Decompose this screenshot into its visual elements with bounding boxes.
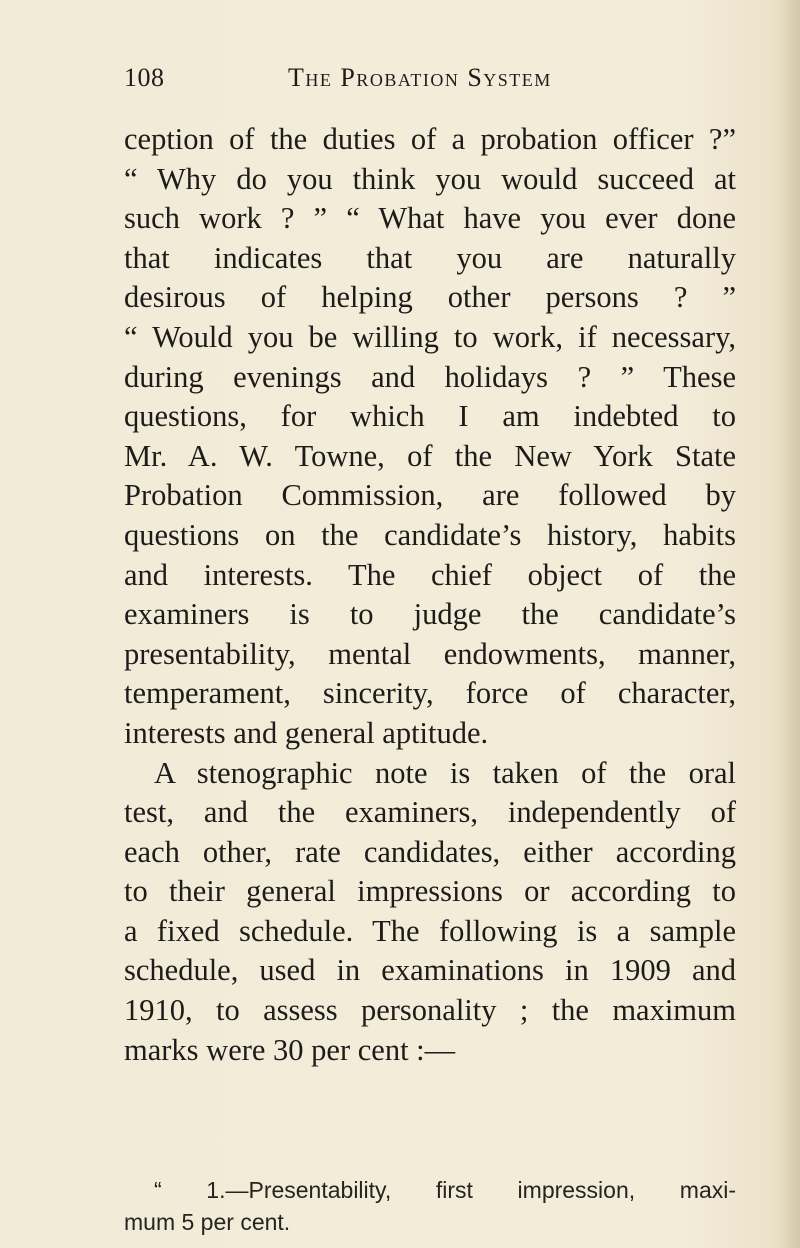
text-line-7: during evenings and holidays ? ” These [124,359,736,394]
text-line-24: marks were 30 per cent :— [124,1032,456,1067]
text-line-9: Mr. A. W. Towne, of the New York State [124,438,736,473]
text-line-12: and interests. The chief object of the [124,557,736,592]
text-line-1: ception of the duties of a probation officer ?” [124,122,736,156]
text-line-8: questions, for which I am indebted to [124,399,736,434]
text-line-11: questions on the candidate’s history, habits [124,517,736,552]
text-line-21: a fixed schedule. The following is a sample [124,913,736,948]
text-line-4: that indicates that you are naturally [124,240,736,275]
text-line-16: interests and general aptitude. [124,715,489,750]
text-line-13: examiners is to judge the candidate’s [124,597,736,632]
schedule-item [124,1174,736,1238]
text-line-6: “ Would you be willing to work, if necessary, [124,319,736,354]
text-line-22: schedule, used in examinations in 1909 and [124,953,736,988]
running-head [124,58,664,98]
text-line-2: “ Why do you think you would succeed at [124,161,736,196]
text-line-18: test, and the examiners, independently of [124,795,736,830]
text-line-17: A stenographic note is taken of the oral [154,755,736,790]
schedule-line-1: “ 1.—Presentability, first impression, maxi- [154,1177,736,1203]
text-line-10: Probation Commission, are followed by [124,478,736,513]
running-title: The Probation System [288,63,552,92]
text-line-3: such work ? ” “ What have you ever done [124,201,736,236]
text-line-19: each other, rate candidates, either according [124,834,736,869]
text-line-14: presentability, mental endowments, manner, [124,636,736,671]
text-line-20: to their general impressions or according to [124,874,736,909]
text-line-23: 1910, to assess personality ; the maximum [124,993,736,1028]
page-number: 108 [124,63,165,92]
schedule-line-2: mum 5 per cent. [124,1209,291,1235]
text-line-5: desirous of helping other persons ? ” [124,280,736,315]
text-line-15: temperament, sincerity, force of character, [124,676,736,711]
page-edge-shadow [778,0,800,1248]
body-text [124,120,736,1070]
